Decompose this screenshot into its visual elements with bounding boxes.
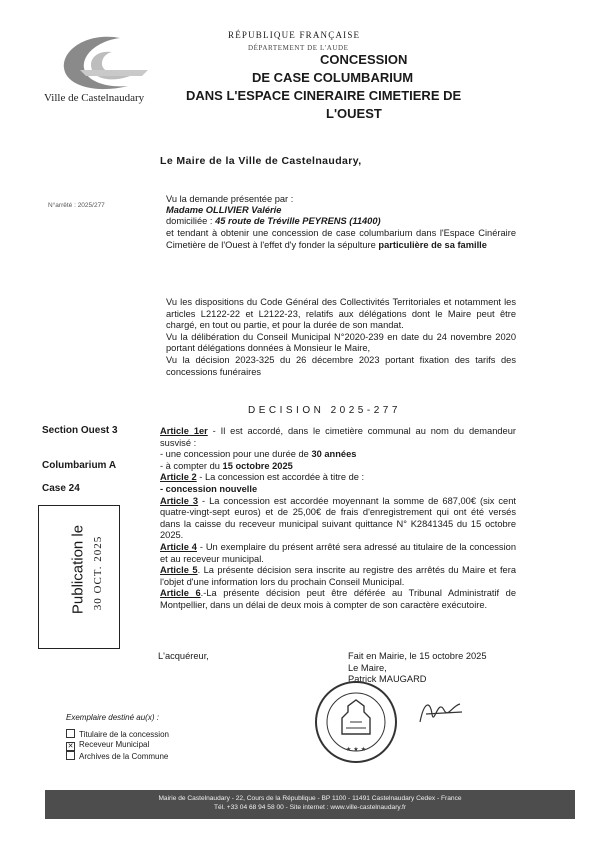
article-3-title: Article 3	[160, 495, 199, 506]
acquirer-label: L'acquéreur,	[158, 651, 209, 661]
address-label: domiciliée :	[166, 216, 216, 226]
publication-date: 30 OCT. 2025	[92, 535, 104, 611]
city-logo-icon	[50, 30, 160, 100]
purpose-bold: particulière de sa famille	[378, 239, 487, 250]
article-1-text: - Il est accordé, dans le cimetière communal au nom du demandeur susvisé :	[160, 426, 516, 448]
footer-contact: Tél. +33 04 68 94 58 00 - Site internet : www.ville-castelnaudary.fr	[213, 804, 407, 811]
footer	[45, 790, 575, 819]
document-title-line-2: DE CASE COLUMBARIUM	[252, 70, 414, 85]
article-6-title: Article 6	[160, 588, 201, 599]
article-2-type: - concession nouvelle	[160, 483, 258, 494]
copy-label: Archives de la Commune	[79, 752, 169, 761]
article-1-start-value: 15 octobre 2025	[222, 460, 293, 471]
article-1-duration	[160, 449, 516, 461]
article-6-text: .-La présente décision peut être déférée au Tribunal Administratif de Montpellier, dans un délai de deux mois à compter de son caractère exécutoire.	[160, 588, 516, 610]
article-1-start-text: - à compter du	[160, 460, 223, 471]
document-title-line-1: CONCESSION	[320, 52, 408, 67]
copy-label: Titulaire de la concession	[79, 730, 169, 739]
signatory-title: Le Maire,	[348, 662, 387, 673]
section-label: Section Ouest 3	[42, 425, 118, 436]
republic-heading: RÉPUBLIQUE FRANÇAISE	[228, 30, 361, 40]
footer-address: Mairie de Castelnaudary - 22, Cours de la République - BP 1100 - 11491 Castelnaudary Cedex - France	[158, 795, 462, 802]
decree-reference: N°arrêté : 2025/277	[48, 202, 105, 209]
article-1-title: Article 1er	[160, 426, 208, 436]
articles	[160, 426, 516, 612]
article-3	[160, 496, 516, 542]
applicant-address	[166, 216, 381, 228]
mayor-line: Le Maire de la Ville de Castelnaudary,	[160, 155, 362, 167]
document-title-line-3: DANS L'ESPACE CINERAIRE CIMETIERE DE	[186, 88, 462, 103]
signatory-name: Patrick MAUGARD	[348, 674, 427, 685]
article-6	[160, 588, 516, 611]
publication-label: Publication le	[69, 524, 87, 615]
mairie-seal-icon	[312, 678, 400, 766]
mayor-signature-icon	[416, 692, 466, 732]
department-heading: DÉPARTEMENT DE L'AUDE	[248, 44, 349, 52]
checkbox-icon	[66, 729, 75, 738]
consideration-2: Vu la délibération du Conseil Municipal N°2020-239 en date du 24 novembre 2020 portant délégations données à Monsieur le Maire,	[166, 331, 516, 354]
place-date: Fait en Mairie, le 15 octobre 2025	[348, 651, 487, 661]
checkbox-checked-icon: ✕	[67, 743, 74, 750]
request-purpose	[166, 228, 516, 251]
article-4	[160, 542, 516, 565]
article-5-text: . La présente décision sera inscrite au registre des arrêtés du Maire et fera l'objet d'une information lors du prochain Conseil Municipal.	[160, 565, 516, 587]
article-3-text: - La concession est accordée moyennant la somme de 687,00€ (six cent quatre-vingt-sept euros) et de 25,00€ de frais d'enregistrement qui ont été versés dans la caisse du receveur municipal suivant quittance N° K2841345 du 15 octobre 2025.	[160, 495, 516, 541]
article-5	[160, 565, 516, 588]
copy-item	[66, 740, 149, 751]
article-2	[160, 472, 516, 484]
publication-stamp-text	[38, 505, 118, 647]
svg-text:★ ★ ★: ★ ★ ★	[346, 746, 366, 753]
copies-title: Exemplaire destiné au(x) :	[66, 713, 159, 722]
columbarium-label: Columbarium A	[42, 460, 117, 471]
document-title-line-4: L'OUEST	[326, 106, 382, 121]
city-name: Ville de Castelnaudary	[44, 92, 145, 104]
article-1-duration-text: - une concession pour une durée de	[160, 449, 312, 460]
article-4-title: Article 4	[160, 541, 197, 552]
consideration-1: Vu les dispositions du Code Général des Collectivités Territoriales et notamment les articles L2122-22 et L2122-23, relatifs aux délégations dont le Maire peut être chargé, en tout ou partie, et pour la durée de son mandat.	[166, 297, 516, 331]
case-label: Case 24	[42, 483, 80, 494]
purpose-text: et tendant à obtenir une concession de case columbarium dans l'Espace Cinéraire Cimetière de l'Ouest à l'effet d'y fonder la sépulture	[166, 228, 516, 250]
address-value: 45 route de Tréville PEYRENS (11400)	[215, 216, 381, 226]
decision-heading: DECISION 2025-277	[248, 405, 401, 416]
copy-item	[66, 729, 169, 739]
article-1	[160, 426, 516, 449]
article-4-text: - Un exemplaire du présent arrêté sera adressé au titulaire de la concession et au receveur municipal.	[160, 541, 516, 564]
consideration-3: Vu la décision 2023-325 du 26 décembre 2023 portant fixation des tarifs des concessions funéraires	[166, 354, 516, 377]
article-5-title: Article 5	[160, 565, 198, 576]
checkbox-icon	[66, 751, 75, 760]
considerations	[166, 297, 516, 378]
article-2-text: - La concession est accordée à titre de :	[196, 472, 365, 483]
applicant-name: Madame OLLIVIER Valérie	[166, 205, 282, 215]
article-1-start	[160, 461, 516, 473]
article-2-title: Article 2	[160, 472, 197, 483]
copy-item	[66, 751, 168, 761]
article-1-duration-value: 30 années	[311, 449, 357, 460]
copy-label: Receveur Municipal	[79, 740, 150, 749]
request-intro: Vu la demande présentée par :	[166, 194, 294, 204]
